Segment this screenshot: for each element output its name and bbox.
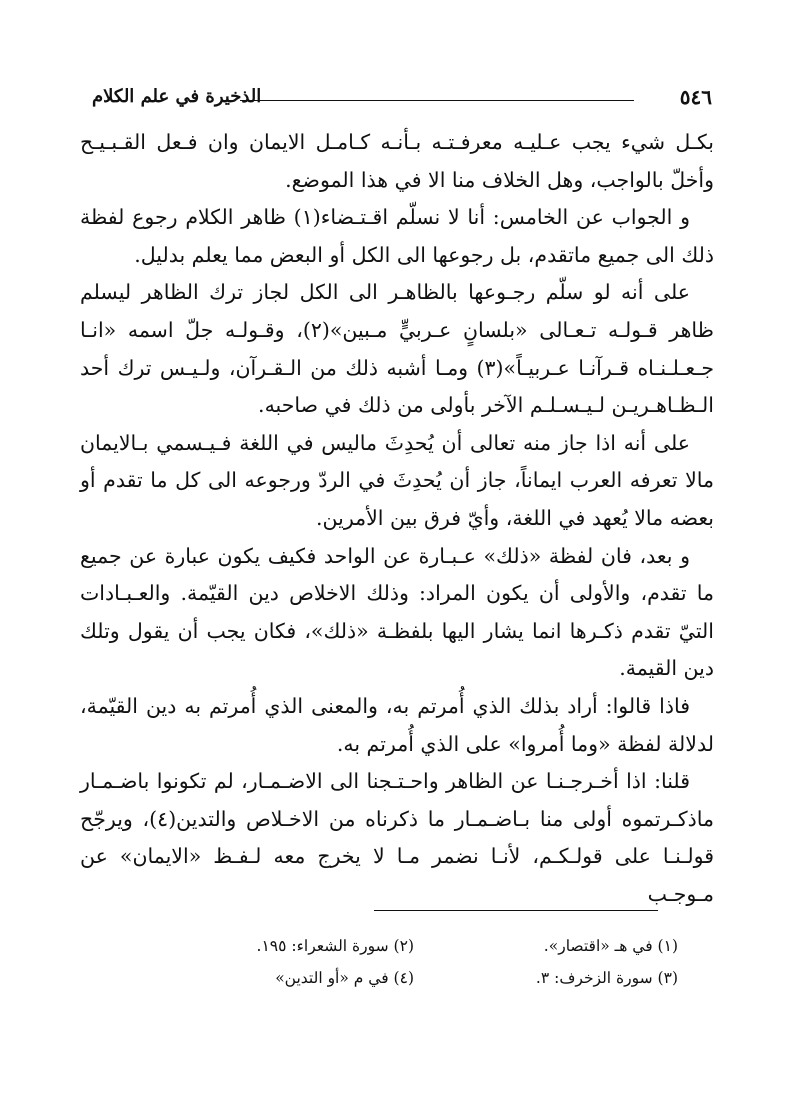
paragraph: و بعد، فان لفظة «ذلك» عـبـارة عن الواحد فكيف يكون عبارة عن جميع ما تقدم، والأولى أن يكون المراد: وذلك الاخلاص دين القيّمة. والعـبـادات التيّ تقدم ذكـرها انما يشار اليها بلفظـة «ذلك»، فكان يجب أن يقول وتلك دين القيمة. [80,543,714,681]
running-header [92,84,712,114]
paragraph: و الجواب عن الخامس: أنا لا نسلّم اقـتـضاء(١) ظاهر الكلام رجوع لفظة ذلك الى جميع ماتقدم، بل رجوعها الى الكل أو البعض مما يعلم بدليل. [80,205,714,267]
paragraph: بكـل شيء يجب عـليـه معرفـتـه بـأنـه كـامـل الايمان وان فـعل القـبـيـح وأخلّ بالواجب، وهل الخلاف منا الا في هذا الموضع. [80,130,714,192]
footnote: (٢) سورة الشعراء: ١٩٥. [256,937,414,955]
main-text [80,124,714,913]
footnote: (٣) سورة الزخرف: ٣. [535,969,678,987]
footnote-separator [374,910,658,911]
paragraph: قلنا: اذا أخـرجـنـا عن الظاهر واحـتـجنا الى الاضـمـار، لم تكونوا باضـمـار ماذكـرتموه أولى منا بـاضـمـار ما ذكرناه من الاخـلاص والتدين(٤)، ويرجّح قولـنـا على قولـكـم، لأنـا نضمر مـا لا يخرج معه لـفـظ «الايمان» عن مـوجـب [80,769,714,906]
paragraph: على أنه لو سلّم رجـوعها بالظاهـر الى الكل لجاز ترك الظاهر ليسلم ظاهر قـولـه تـعـالى «بلسانٍ عـربيٍّ مـبين»(٢)، وقـولـه جلّ اسمه «انـا جـعـلـنـاه قـرآنـا عـربيـاً»(٣) ومـا أشبه ذلك من الـقـرآن، ولـيـس ترك أحد الـظـاهـريـن لـيـسـلـم الآخر بأولى من ذلك في صاحبه. [80,280,714,418]
paragraph: فاذا قالوا: أراد بذلك الذي أُمرتم به، والمعنى الذي أُمرتم به دين القيّمة، لدلالة لفظة «وما أُمروا» على الذي أُمرتم به. [80,693,714,756]
footnote-row [150,930,678,962]
footnotes [150,930,678,994]
footnote: (١) في هـ «اقتصار». [543,937,678,955]
page-number: ٥٤٦ [679,85,712,109]
header-rule [240,100,634,101]
footnote: (٤) في م «أو التدين» [275,969,414,987]
footnote-row [150,962,678,994]
book-title: الذخيرة في علم الكلام [92,86,262,107]
paragraph: على أنه اذا جاز منه تعالى أن يُحدِثَ ماليس في اللغة فـيـسمي بـالايمان مالا تعرفه العرب ايماناً، جاز أن يُحدِثَ في الردّ ورجوعه الى كل ما تقدم أو بعضه مالا يُعهد في اللغة، وأيّ فرق بين الأمرين. [80,430,714,530]
